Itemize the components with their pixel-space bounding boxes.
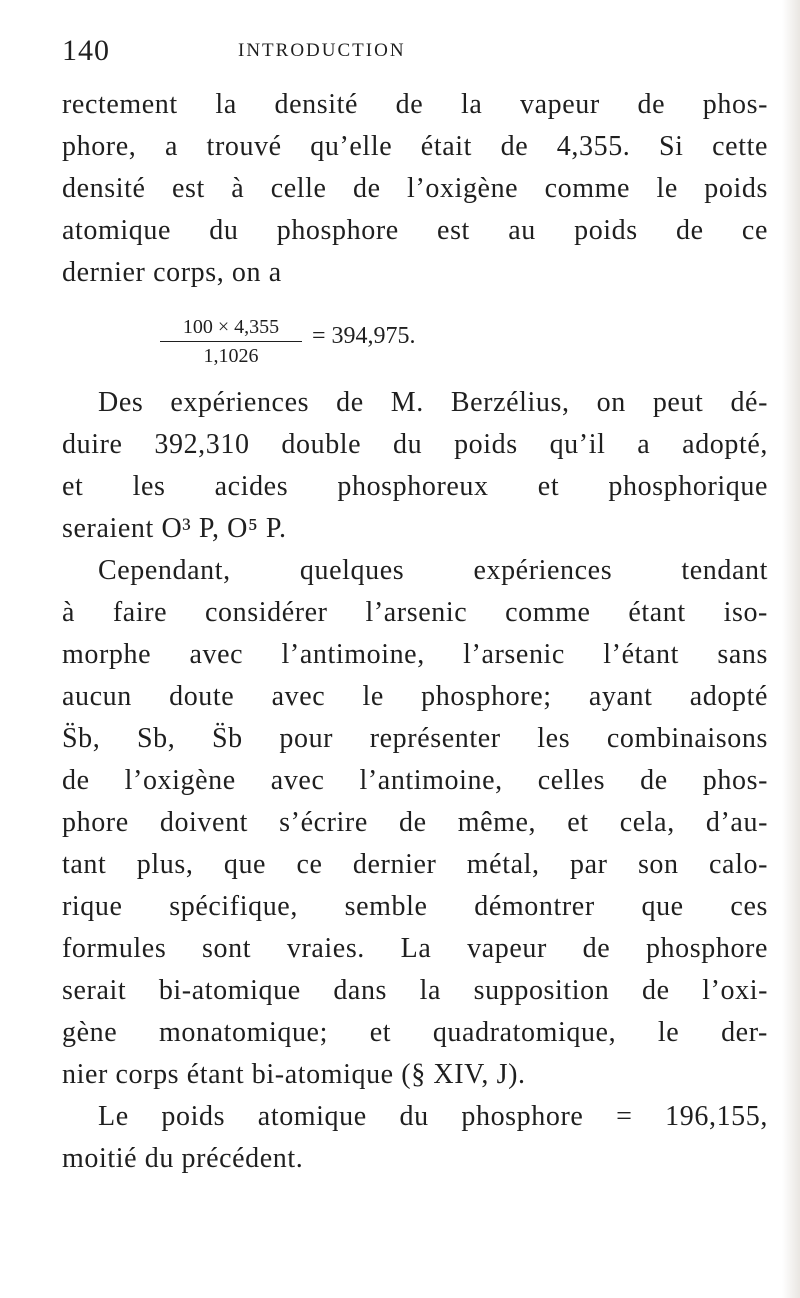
paragraph-1 (62, 84, 768, 294)
text-line: serait bi-atomique dans la supposition de l’oxi- (62, 975, 768, 1006)
formula-fraction (160, 315, 302, 368)
text-line: densité est à celle de l’oxigène comme le poids (62, 173, 768, 204)
formula-numerator: 100 × 4,355 (182, 316, 280, 338)
text-line: nier corps étant bi-atomique (§ XIV, J). (62, 1059, 526, 1090)
text-line: Cependant, quelques expériences tendant (98, 555, 768, 586)
formula (160, 315, 720, 375)
text-line: dernier corps, on a (62, 257, 282, 288)
paragraph-4 (62, 1096, 768, 1180)
text-line: Le poids atomique du phosphore = 196,155, (98, 1101, 768, 1132)
text-line: tant plus, que ce dernier métal, par son calo- (62, 849, 768, 880)
text-line: et les acides phosphoreux et phosphorique (62, 471, 768, 502)
text-line: morphe avec l’antimoine, l’arsenic l’étant sans (62, 639, 768, 670)
page-number: 140 (62, 34, 110, 67)
page-edge-shadow (782, 0, 800, 1298)
text-line: phore doivent s’écrire de même, et cela, d’au- (62, 807, 768, 838)
text-line: moitié du précédent. (62, 1143, 304, 1174)
text-line: aucun doute avec le phosphore; ayant adopté (62, 681, 768, 712)
formula-result: = 394,975. (312, 323, 416, 349)
text-line: à faire considérer l’arsenic comme étant iso- (62, 597, 768, 628)
formula-denominator: 1,1026 (203, 345, 259, 367)
text-line: formules sont vraies. La vapeur de phosphore (62, 933, 768, 964)
text-line: atomique du phosphore est au poids de ce (62, 215, 768, 246)
text-line: phore, a trouvé qu’elle était de 4,355. Si cette (62, 131, 768, 162)
page-header (62, 34, 762, 74)
fraction-bar (160, 341, 302, 342)
text-line: rique spécifique, semble démontrer que ces (62, 891, 768, 922)
text-line: seraient O³ P, O⁵ P. (62, 513, 287, 544)
running-head: INTRODUCTION (238, 40, 406, 61)
text-line: duire 392,310 double du poids qu’il a adopté, (62, 429, 768, 460)
text-line: S̈b, Sb, S̈b pour représenter les combinaisons (62, 723, 768, 754)
text-line: de l’oxigène avec l’antimoine, celles de phos- (62, 765, 768, 796)
text-line: rectement la densité de la vapeur de phos- (62, 89, 768, 120)
text-line: Des expériences de M. Berzélius, on peut dé- (98, 387, 768, 418)
paragraph-2 (62, 382, 768, 550)
text-line: gène monatomique; et quadratomique, le der- (62, 1017, 768, 1048)
paragraph-3 (62, 550, 768, 1096)
